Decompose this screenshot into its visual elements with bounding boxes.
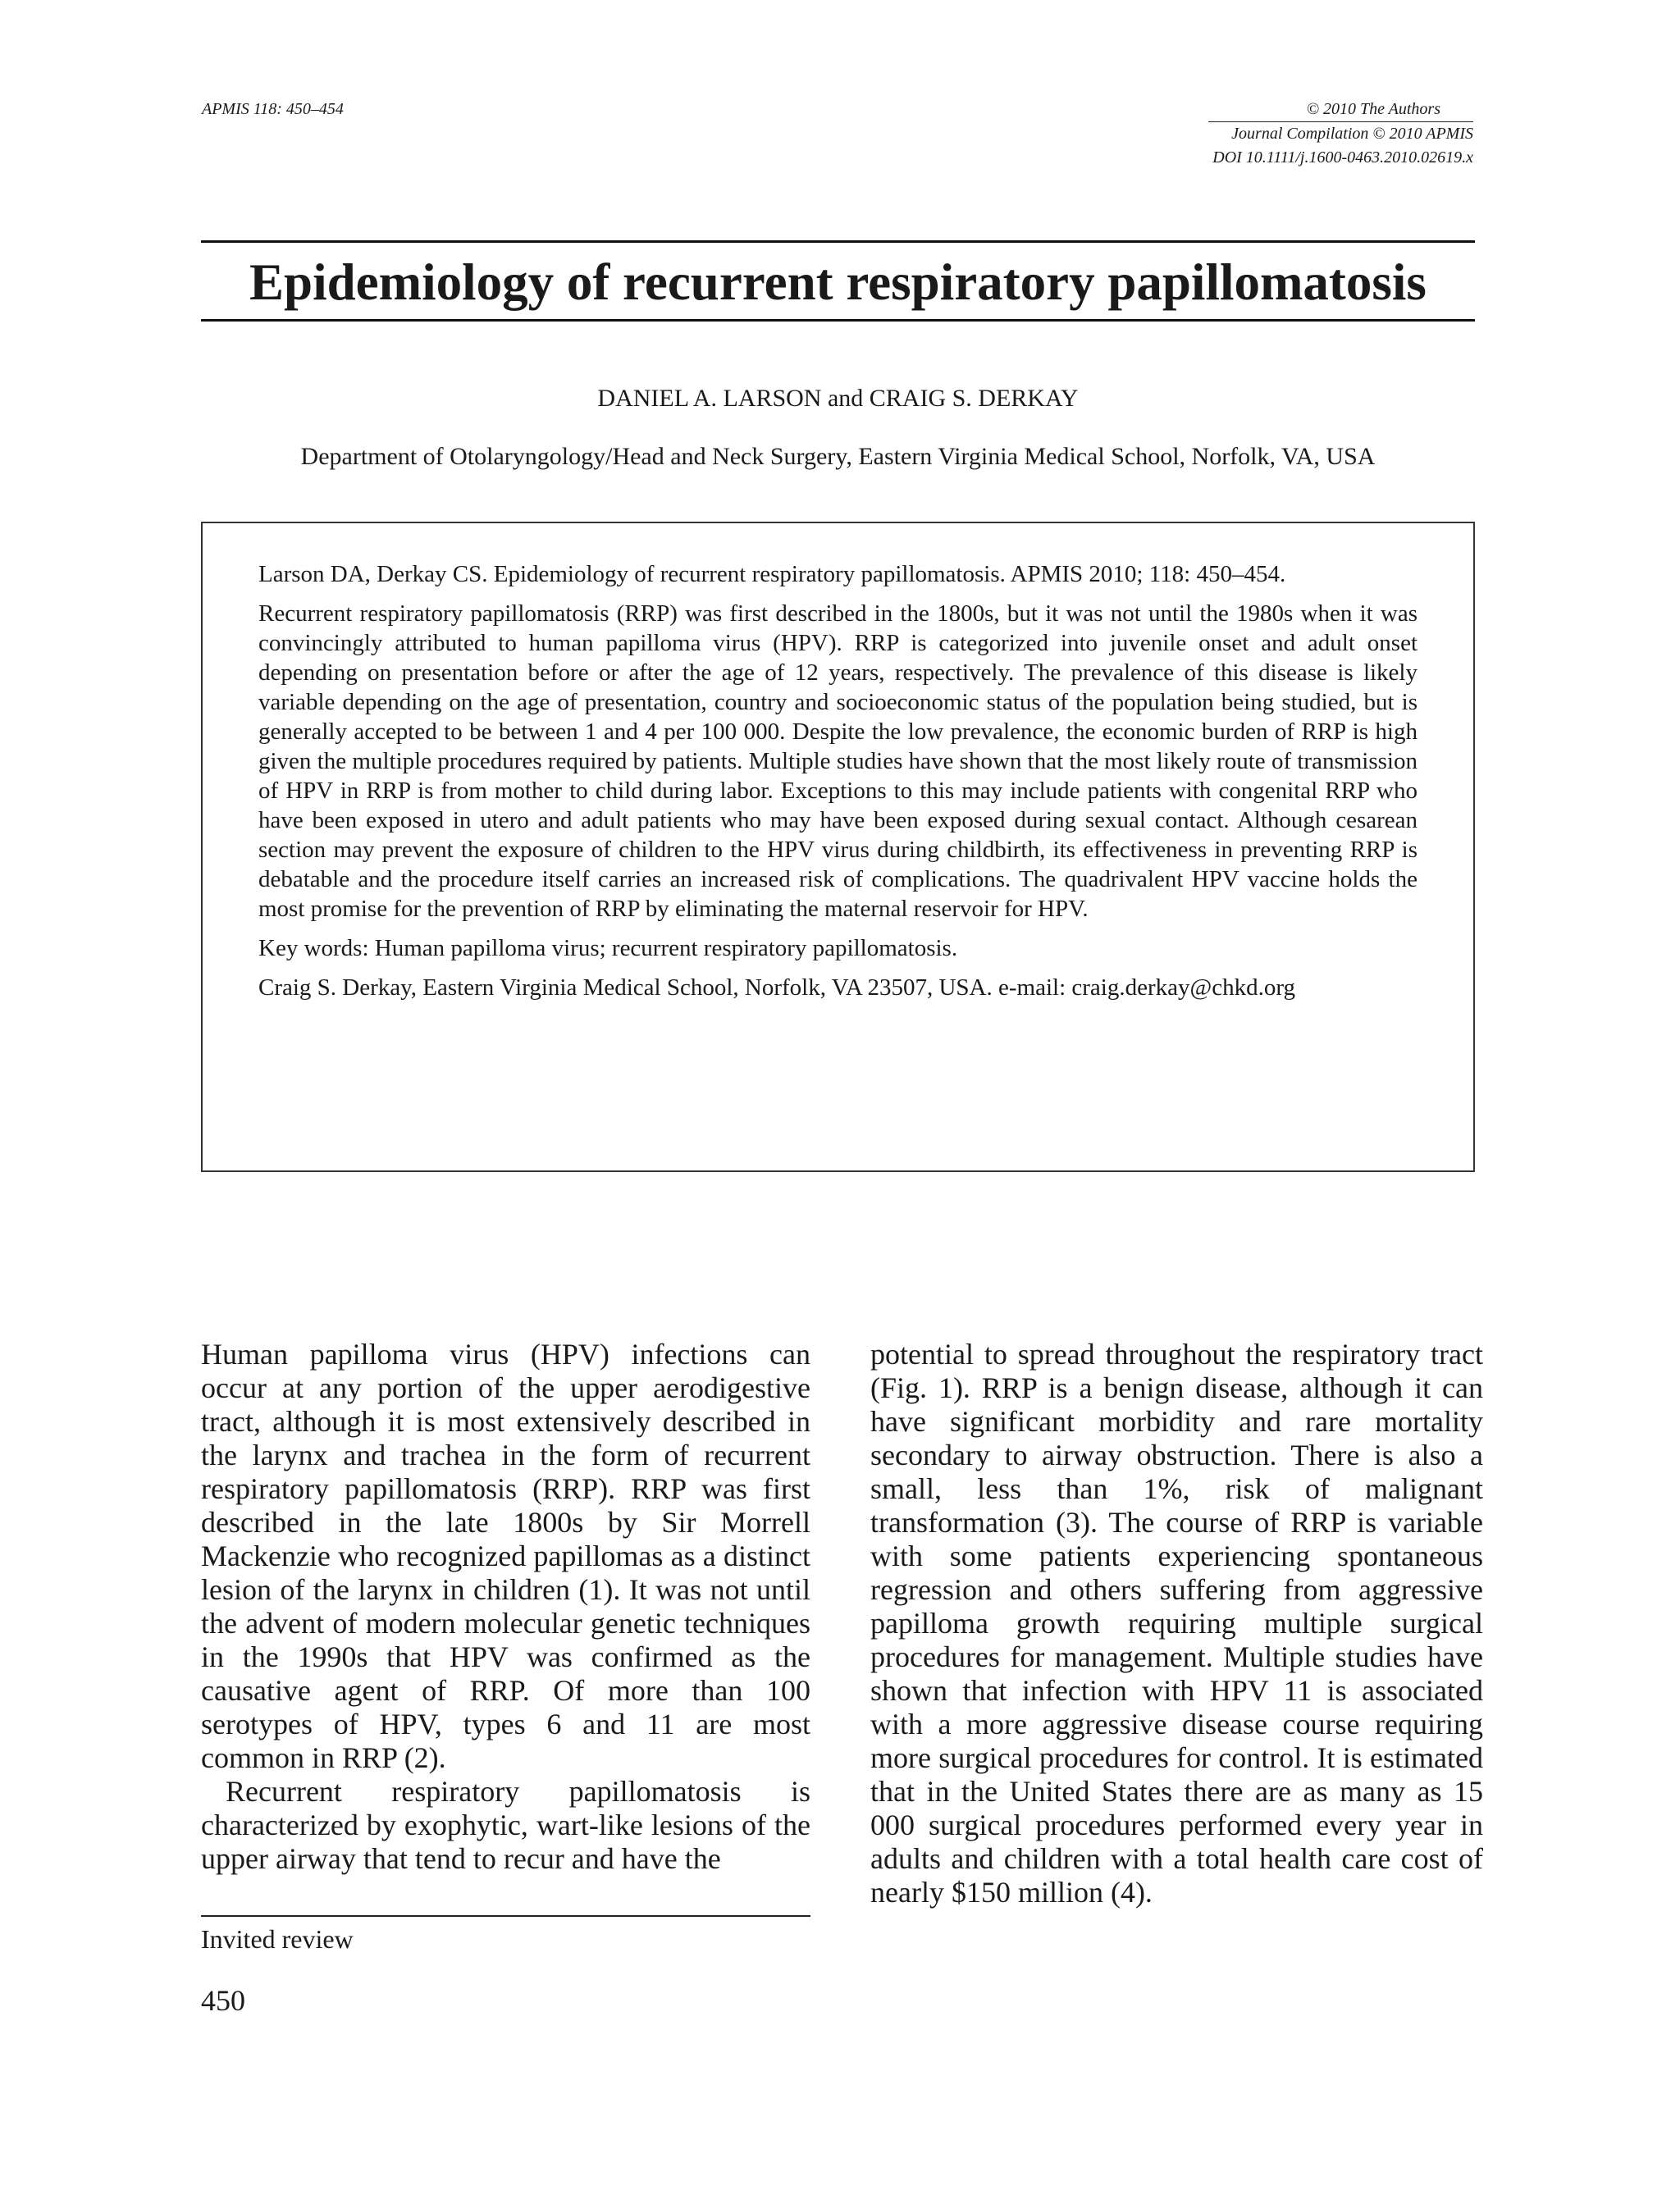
title-bottom-rule bbox=[201, 319, 1475, 322]
doi[interactable]: DOI 10.1111/j.1600-0463.2010.02619.x bbox=[1212, 148, 1473, 167]
body-paragraph: potential to spread throughout the respiratory tract (Fig. 1). RRP is a benign disease, although it can have significant morbidity and rare mortality secondary to airway obstruction. There is also a small, less than 1%, risk of malignant transformation (3). The course of RRP is variable with some patients experiencing spontaneous regression and others suffering from aggressive papilloma growth requiring multiple surgical procedures for management. Multiple studies have shown that infection with HPV 11 is associated with a more aggressive disease course requiring more surgical procedures for control. It is estimated that in the United States there are as many as 15 000 surgical procedures performed every year in adults and children with a total health care cost of nearly $150 million (4). bbox=[870, 1338, 1483, 1909]
body-paragraph: Human papilloma virus (HPV) infections can occur at any portion of the upper aerodigestive tract, although it is most extensively described in the larynx and trachea in the form of recurrent respiratory papillomatosis (RRP). RRP was first described in the late 1800s by Sir Morrell Mackenzie who recognized papillomas as a distinct lesion of the larynx in children (1). It was not until the advent of modern molecular genetic techniques in the 1990s that HPV was confirmed as the causative agent of RRP. Of more than 100 serotypes of HPV, types 6 and 11 are most common in RRP (2). bbox=[201, 1338, 810, 1774]
header-copyright-block bbox=[1208, 98, 1473, 170]
abstract-text: Recurrent respiratory papillomatosis (RRP) was first described in the 1800s, but it was not until the 1980s when it was convincingly attributed to human papilloma virus (HPV). RRP is categorized into juvenile onset and adult onset depending on presentation before or after the age of 12 years, respectively. The prevalence of this disease is likely variable depending on the age of presentation, country and socioeconomic status of the population being studied, but is generally accepted to be between 1 and 4 per 100 000. Despite the low prevalence, the economic burden of RRP is high given the multiple procedures required by patients. Multiple studies have shown that the most likely route of transmission of HPV in RRP is from mother to child during labor. Exceptions to this may include patients with congenital RRP who have been exposed in utero and adult patients who may have been exposed during sexual contact. Although cesarean section may prevent the exposure of children to the HPV virus during childbirth, its effectiveness in preventing RRP is debatable and the procedure itself carries an increased risk of complications. The quadrivalent HPV vaccine holds the most promise for the prevention of RRP by eliminating the maternal reservoir for HPV. bbox=[258, 600, 1418, 922]
body-column-left bbox=[201, 1338, 810, 1876]
footnote: Invited review bbox=[201, 1924, 354, 1954]
footnote-rule bbox=[201, 1915, 810, 1917]
article-title: Epidemiology of recurrent respiratory papillomatosis bbox=[249, 253, 1427, 311]
title-top-rule bbox=[201, 240, 1475, 243]
author-affiliation: Department of Otolaryngology/Head and Neck Surgery, Eastern Virginia Medical School, Norfolk, VA, USA bbox=[300, 443, 1376, 470]
copyright-line: © 2010 The Authors bbox=[1208, 98, 1473, 122]
author-list: DANIEL A. LARSON and CRAIG S. DERKAY bbox=[597, 385, 1079, 412]
abstract-citation: Larson DA, Derkay CS. Epidemiology of recurrent respiratory papillomatosis. APMIS 2010; 118: 450–454. bbox=[258, 561, 1286, 587]
journal-compilation: Journal Compilation © 2010 APMIS bbox=[1231, 125, 1473, 143]
correspondence: Craig S. Derkay, Eastern Virginia Medical School, Norfolk, VA 23507, USA. e-mail: craig.derkay@chkd.org bbox=[258, 974, 1295, 1001]
body-column-right bbox=[870, 1338, 1483, 1909]
page-number: 450 bbox=[201, 1984, 245, 2017]
body-paragraph: Recurrent respiratory papillomatosis is characterized by exophytic, wart-like lesions of the upper airway that tend to recur and have the bbox=[201, 1775, 810, 1875]
journal-reference: APMIS 118: 450–454 bbox=[202, 100, 344, 118]
abstract-box bbox=[201, 522, 1475, 1172]
keywords: Key words: Human papilloma virus; recurrent respiratory papillomatosis. bbox=[258, 935, 958, 961]
